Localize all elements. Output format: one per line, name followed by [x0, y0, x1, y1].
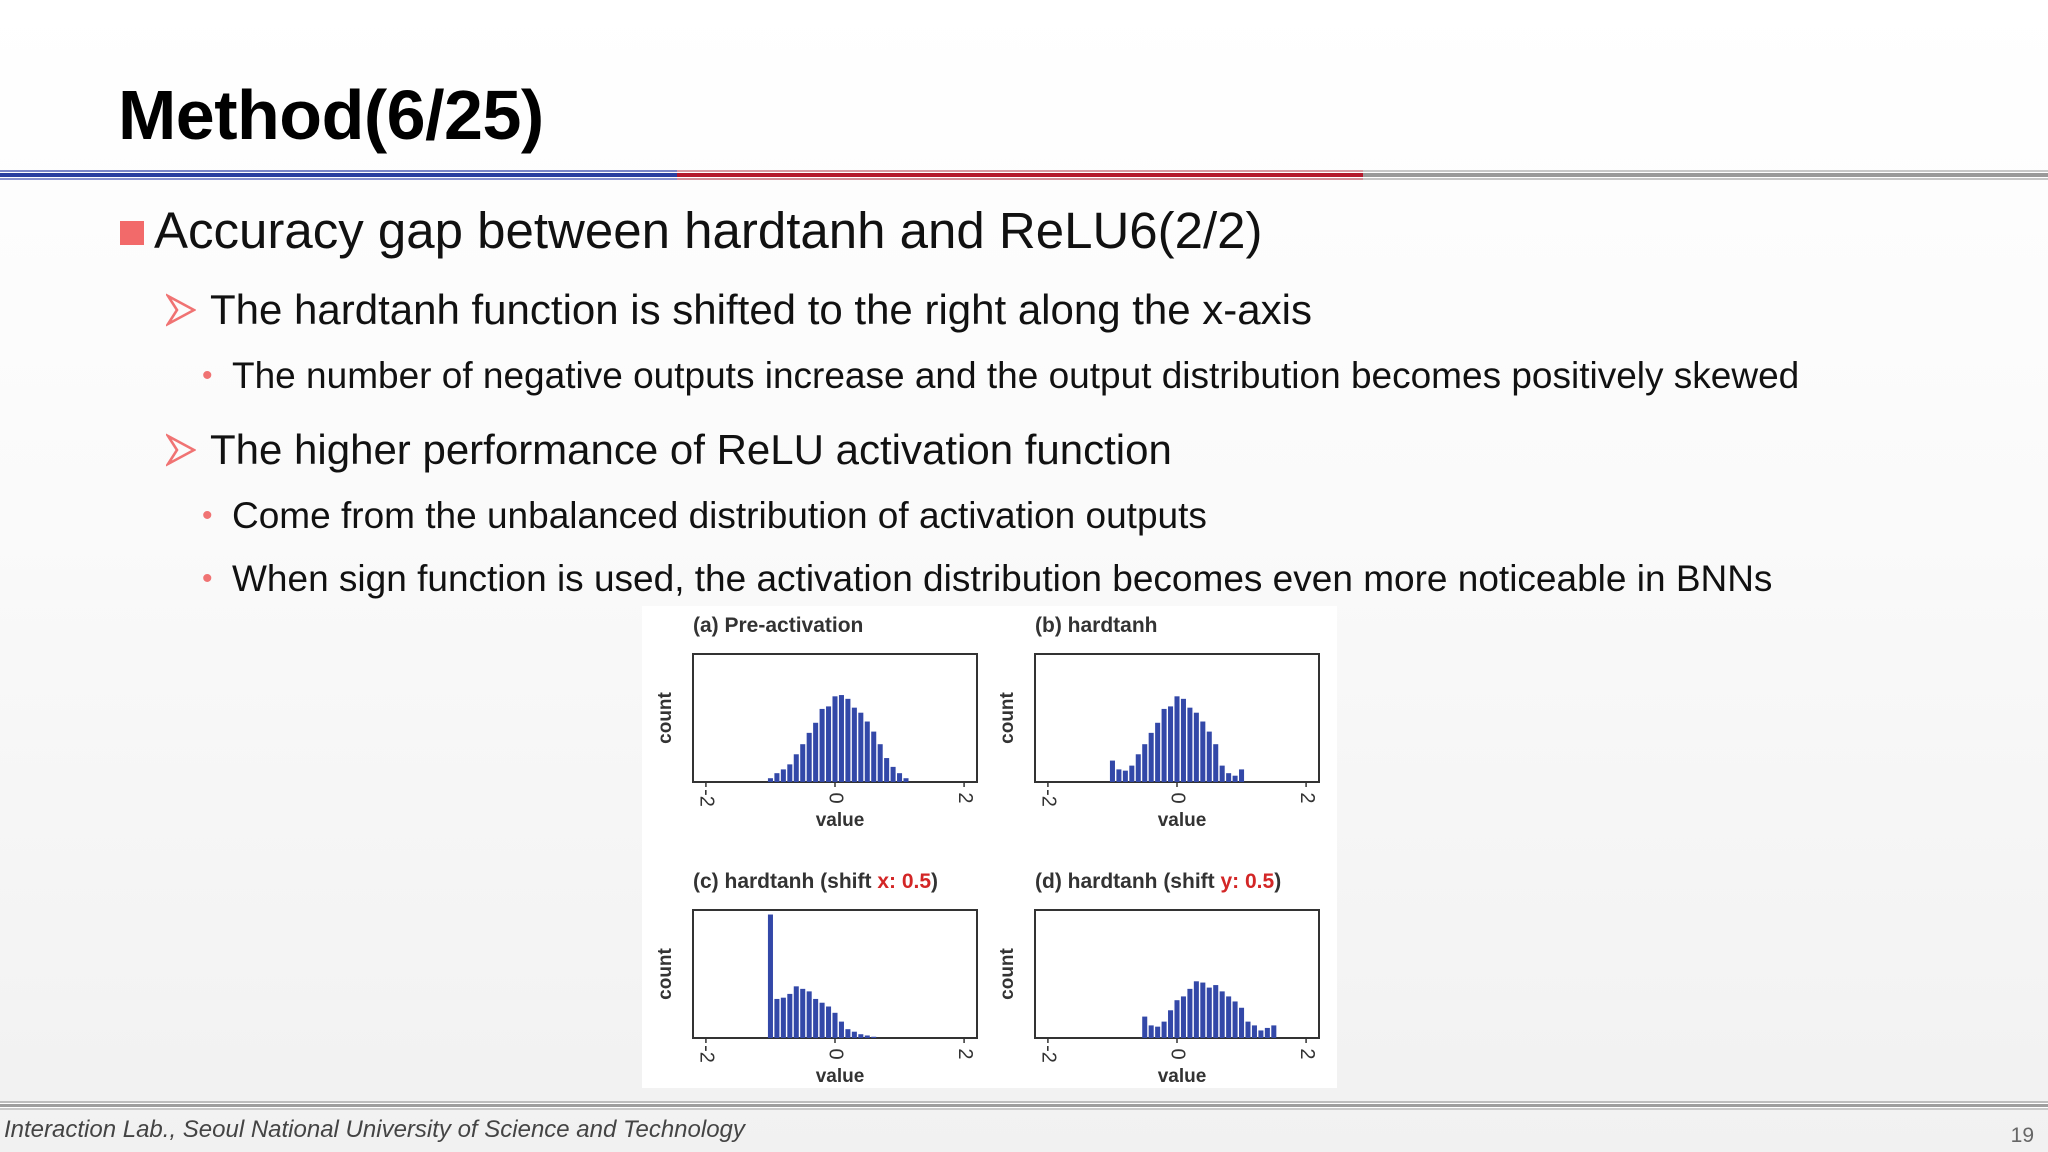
panel-2-bar [826, 1007, 831, 1039]
panel-2-bar [781, 998, 786, 1038]
panel-0-xlabel: value [815, 810, 865, 831]
panel-0-bar [787, 764, 792, 782]
panel-2-bar [865, 1035, 870, 1038]
title-divider [0, 170, 2048, 182]
panel-0-tick-label: -2 [695, 789, 718, 807]
panel-1-bar [1155, 723, 1160, 782]
panel-0-ylabel: count [655, 692, 676, 744]
panel-2-title-part-1: x: 0.5 [877, 870, 932, 893]
panel-0-bar [845, 699, 850, 782]
heading-text: Accuracy gap between hardtanh and ReLU6(2/2) [154, 201, 1263, 259]
panel-2-bar [813, 999, 818, 1038]
panel-1-bar [1200, 722, 1205, 782]
panel-1-bar [1142, 744, 1147, 782]
panel-2-bar [858, 1034, 863, 1038]
panel-3-tick-label: -2 [1037, 1045, 1060, 1063]
panel-1-bar [1123, 771, 1128, 782]
title-divider-gray [1363, 170, 2048, 182]
point-2-text: The higher performance of ReLU activation function [210, 426, 1172, 473]
panel-1-bar [1129, 766, 1134, 782]
panel-1-bar [1213, 744, 1218, 782]
panel-1-bar [1116, 769, 1121, 782]
panel-3-bar [1142, 1017, 1147, 1038]
panel-0-bar [852, 708, 857, 782]
point-1 [166, 282, 1312, 338]
panel-0-bar [768, 778, 773, 782]
panel-2-bar [871, 1037, 876, 1038]
panel-3-title [1035, 870, 1281, 893]
panel-3-bar [1258, 1030, 1263, 1038]
footer-affiliation: Interaction Lab., Seoul National University of Science and Technology [4, 1116, 745, 1143]
dot-bullet-icon: • [202, 499, 213, 532]
panel-1-bar [1239, 769, 1244, 782]
panel-3-bar [1168, 1010, 1173, 1038]
panel-3-bar [1265, 1028, 1270, 1038]
panel-2-bar [852, 1032, 857, 1038]
point-1-sub-1-text: The number of negative outputs increase and the output distribution becomes positively skewed [232, 355, 1800, 396]
point-2-sub-2 [202, 555, 1772, 603]
panel-2-title [693, 870, 938, 893]
panel-0-bar [832, 696, 837, 782]
panel-1-bar [1174, 696, 1179, 782]
arrow-bullet-icon [166, 293, 196, 327]
panel-2-title-part-0: (c) hardtanh (shift [693, 870, 878, 893]
panel-2-bar [832, 1013, 837, 1038]
panel-1-bar [1162, 709, 1167, 782]
panel-1-bar [1226, 773, 1231, 782]
panel-0-bar [794, 754, 799, 782]
panel-3-bar [1213, 985, 1218, 1038]
panel-3-bar [1226, 996, 1231, 1038]
panel-0-bar [826, 706, 831, 782]
panel-3-bar [1245, 1022, 1250, 1038]
panel-1-bar [1110, 761, 1115, 782]
point-2-sub-1-text: Come from the unbalanced distribution of activation outputs [232, 495, 1207, 536]
panel-3-bar [1271, 1025, 1276, 1038]
panel-3-title-part-2: ) [1274, 870, 1282, 893]
panel-1-xlabel: value [1157, 810, 1207, 831]
panel-0-bar [871, 732, 876, 782]
point-2-sub-1 [202, 492, 1207, 540]
panel-3-bar [1149, 1025, 1154, 1038]
panel-0-bar [820, 709, 825, 782]
title-divider-blue [0, 170, 677, 182]
panel-1-bar [1136, 754, 1141, 782]
panel-1-bar [1187, 708, 1192, 782]
panel-3-bar [1239, 1008, 1244, 1038]
point-2-sub-2-text: When sign function is used, the activation distribution becomes even more noticeable in BNNs [232, 558, 1773, 599]
panel-2-bar [774, 999, 779, 1038]
panel-1-bar [1149, 733, 1154, 782]
panel-1-tick-label: 2 [1295, 792, 1318, 804]
panel-1-tick-label: 0 [1166, 792, 1189, 804]
panel-0-bar [807, 733, 812, 782]
panel-3-title-part-1: y: 0.5 [1220, 870, 1275, 893]
panel-0-bar [858, 713, 863, 782]
panel-2-bar [768, 915, 773, 1038]
panel-3-ylabel: count [997, 948, 1018, 1000]
panel-0-bar [878, 744, 883, 782]
panel-0-bar [774, 773, 779, 782]
page-number: 19 [2010, 1124, 2034, 1147]
panel-0-bar [903, 778, 908, 782]
panel-2-tick-label: -2 [695, 1045, 718, 1063]
panel-0-tick-label: 2 [953, 792, 976, 804]
panel-3-bar [1194, 981, 1199, 1038]
dot-bullet-icon: • [202, 562, 213, 595]
panel-1-bar [1207, 732, 1212, 782]
panel-2-ylabel: count [655, 948, 676, 1000]
panel-3-bar [1200, 983, 1205, 1038]
panel-0-tick-label: 0 [824, 792, 847, 804]
panel-1-bar [1233, 776, 1238, 782]
panel-3-title-part-0: (d) hardtanh (shift [1035, 870, 1221, 893]
panel-2-bar [787, 994, 792, 1038]
panel-3-tick-label: 2 [1295, 1048, 1318, 1060]
panel-1-bar [1194, 713, 1199, 782]
heading-bullet [120, 200, 1263, 260]
panel-0-bar [781, 769, 786, 782]
panel-2-tick-label: 0 [824, 1048, 847, 1060]
panel-2-tick-label: 2 [953, 1048, 976, 1060]
panel-3-bar [1181, 996, 1186, 1038]
panel-3-tick-label: 0 [1166, 1048, 1189, 1060]
panel-3-bar [1233, 1001, 1238, 1038]
panel-2-title-part-2: ) [931, 870, 939, 893]
panel-0-bar [891, 767, 896, 782]
panel-2-bar [820, 1003, 825, 1038]
panel-0-bar [800, 744, 805, 782]
panel-3-bar [1155, 1027, 1160, 1038]
panel-1-bar [1220, 766, 1225, 782]
panel-1-ylabel: count [997, 692, 1018, 744]
panel-3-bar [1220, 991, 1225, 1038]
panel-0-bar [865, 722, 870, 782]
panel-2-xlabel: value [815, 1066, 865, 1087]
panel-2-bar [839, 1022, 844, 1038]
point-1-sub-1 [202, 352, 1799, 400]
panel-3-bar [1174, 1000, 1179, 1038]
panel-1-title: (b) hardtanh [1035, 614, 1158, 637]
panel-2-bar [800, 989, 805, 1038]
panel-0-bar [884, 758, 889, 782]
panel-0-title: (a) Pre-activation [693, 614, 864, 637]
panel-0-bar [839, 695, 844, 782]
panel-3-bar [1252, 1025, 1257, 1038]
point-1-text: The hardtanh function is shifted to the right along the x-axis [210, 286, 1312, 333]
panel-3-bar [1187, 989, 1192, 1038]
panel-0-bar [897, 773, 902, 782]
histogram-figure [642, 606, 1337, 1088]
panel-3-xlabel: value [1157, 1066, 1207, 1087]
panel-1-bar [1168, 706, 1173, 782]
panel-2-bar [794, 986, 799, 1038]
point-2 [166, 422, 1172, 478]
panel-1-tick-label: -2 [1037, 789, 1060, 807]
panel-2-bar [807, 991, 812, 1038]
panel-1-bar [1181, 699, 1186, 782]
square-bullet-icon [120, 221, 144, 245]
panel-3-bar [1207, 988, 1212, 1038]
dot-bullet-icon: • [202, 359, 213, 392]
title-divider-red [677, 170, 1363, 182]
panel-2-bar [845, 1029, 850, 1038]
panel-3-bar [1162, 1022, 1167, 1038]
slide-title: Method(6/25) [118, 76, 544, 154]
panel-0-bar [813, 723, 818, 782]
footer-divider [0, 1101, 2048, 1113]
histogram-grid [642, 606, 1337, 1088]
arrow-bullet-icon [166, 433, 196, 467]
